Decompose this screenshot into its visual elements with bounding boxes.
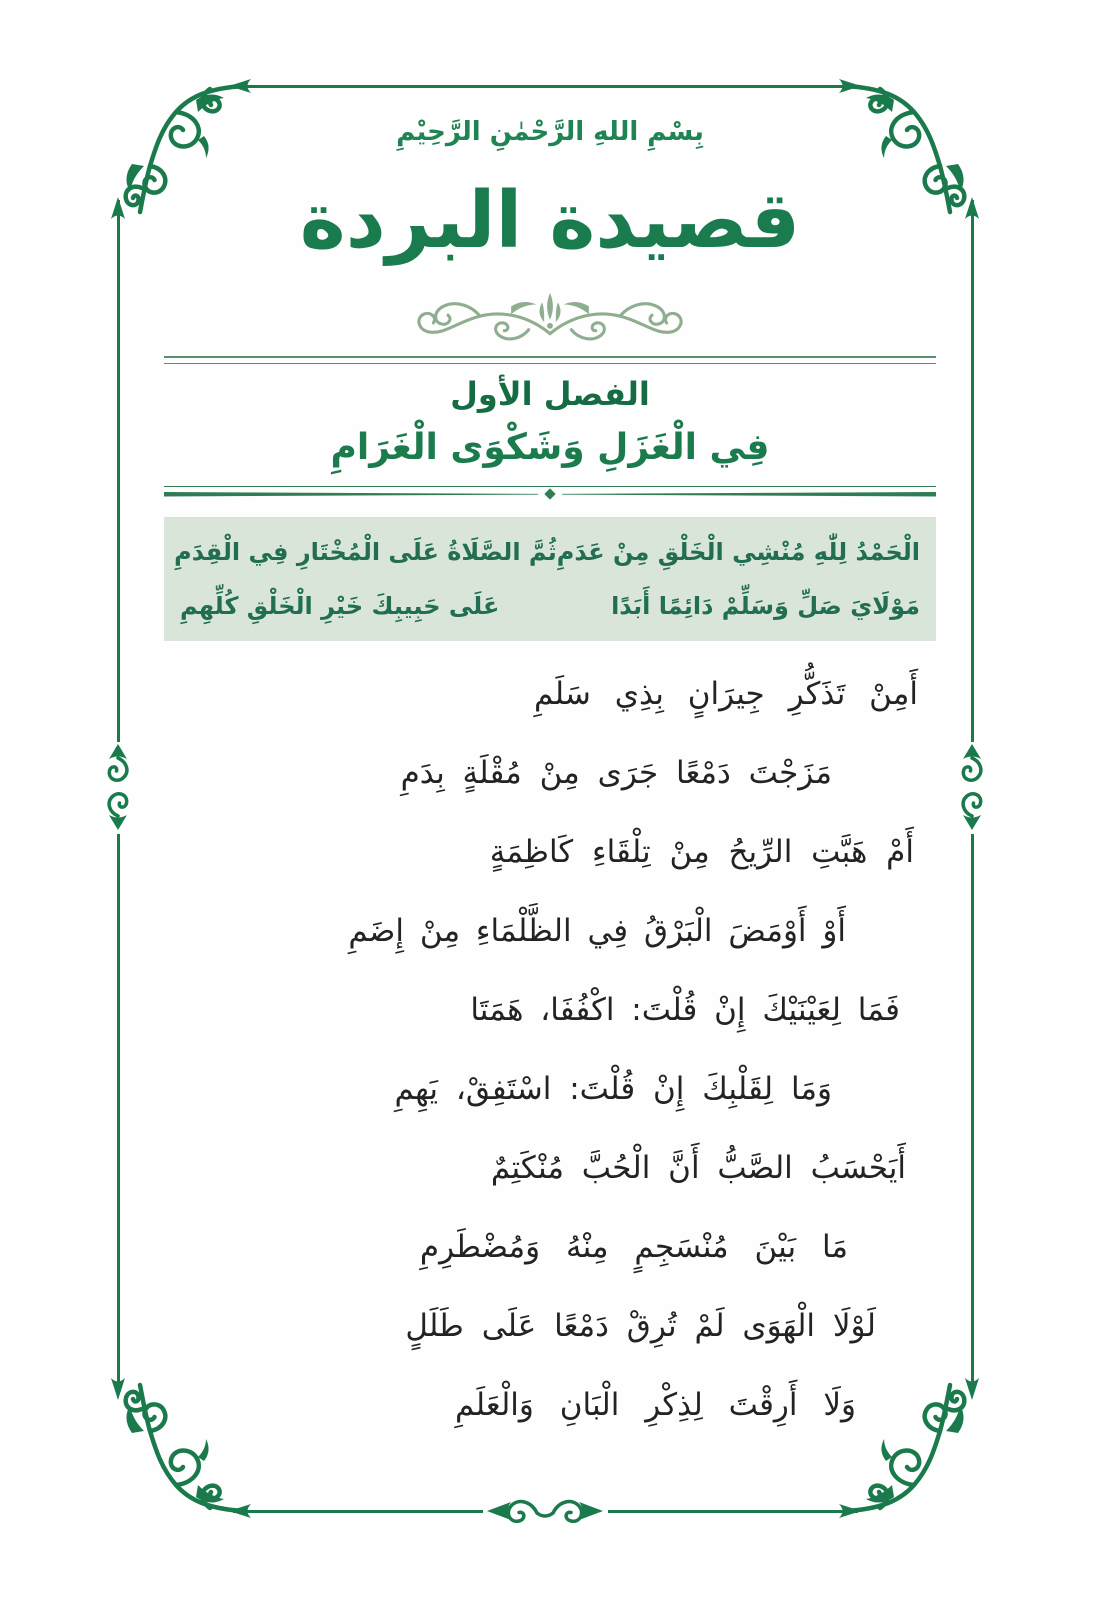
verse-row	[174, 525, 920, 579]
edge-scroll-icon	[100, 742, 136, 832]
poem-line: لَوْلَا الْهَوَى لَمْ تُرِقْ دَمْعًا عَلَى طَلَلٍ	[405, 1308, 876, 1344]
tapered-rule-divider	[164, 486, 936, 501]
poem-line: وَمَا لِقَلْبِكَ إِنْ قُلْتَ: اسْتَفِقْ، يَهِمِ	[394, 1071, 832, 1107]
frame-bottom-line-left	[233, 1510, 483, 1513]
frame-top-line	[233, 85, 858, 88]
divider-thick-line-right	[562, 492, 936, 497]
divider-thick-line-left	[164, 492, 538, 497]
hemistich-first: مَوْلَايَ صَلِّ وَسَلِّمْ دَائِمًا أَبَدًا	[611, 592, 920, 620]
section-title: فِي الْغَزَلِ وَشَكْوَى الْغَرَامِ	[330, 427, 770, 468]
frame-right-line-top	[971, 200, 974, 742]
poem-line: مَا بَيْنَ مُنْسَجِمٍ مِنْهُ وَمُضْطَرِمِ	[419, 1229, 848, 1265]
poem-line: أَمْ هَبَّتِ الرِّيحُ مِنْ تِلْقَاءِ كَاظِمَةٍ	[489, 834, 914, 870]
verse-row	[180, 579, 920, 633]
hemistich-first: الْحَمْدُ لِلّٰهِ مُنْشِي الْخَلْقِ مِنْ عَدَمِ	[556, 538, 920, 566]
page-title: قصيدة البردة	[299, 176, 801, 266]
poem-line: أَمِنْ تَذَكُّرِ جِيرَانٍ بِذِي سَلَمِ	[533, 676, 918, 712]
divider-thin-line	[164, 486, 936, 487]
poem-line: مَزَجْتَ دَمْعًا جَرَى مِنْ مُقْلَةٍ بِدَمِ	[400, 755, 832, 791]
bismillah-calligraphy: بِسْمِ اللهِ الرَّحْمٰنِ الرَّحِيْمِ	[396, 117, 704, 147]
frame-left-line-bottom	[117, 834, 120, 1390]
frame-bottom-line-right	[608, 1510, 858, 1513]
poem-line: أَوْ أَوْمَضَ الْبَرْقُ فِي الظَّلْمَاءِ مِنْ إِضَمِ	[348, 913, 846, 949]
edge-scroll-icon	[954, 742, 990, 832]
poem-body	[164, 655, 936, 1445]
poem-line: أَيَحْسَبُ الصَّبُّ أَنَّ الْحُبَّ مُنْكَتِمٌ	[490, 1150, 906, 1186]
frame-left-line-top	[117, 200, 120, 742]
frame-right-line-bottom	[971, 834, 974, 1390]
section-flourish-icon	[414, 290, 686, 352]
chapter-heading: الفصل الأول	[450, 375, 650, 413]
divider-diamond-icon	[544, 488, 555, 499]
poem-line: فَمَا لِعَيْنَيْكَ إِنْ قُلْتَ: اكْفُفَا، هَمَتَا	[470, 992, 900, 1028]
hemistich-second: عَلَى حَبِيبِكَ خَيْرِ الْخَلْقِ كُلِّهِمِ	[180, 592, 500, 620]
opening-verses-box	[164, 517, 936, 641]
poem-line: وَلَا أَرِقْتَ لِذِكْرِ الْبَانِ وَالْعَلَمِ	[455, 1387, 856, 1423]
page-content	[164, 112, 936, 1445]
hemistich-second: ثُمَّ الصَّلَاةُ عَلَى الْمُخْتَارِ فِي الْقِدَمِ	[174, 538, 557, 566]
double-rule-divider	[164, 356, 936, 364]
bottom-center-scroll-icon	[485, 1491, 605, 1531]
